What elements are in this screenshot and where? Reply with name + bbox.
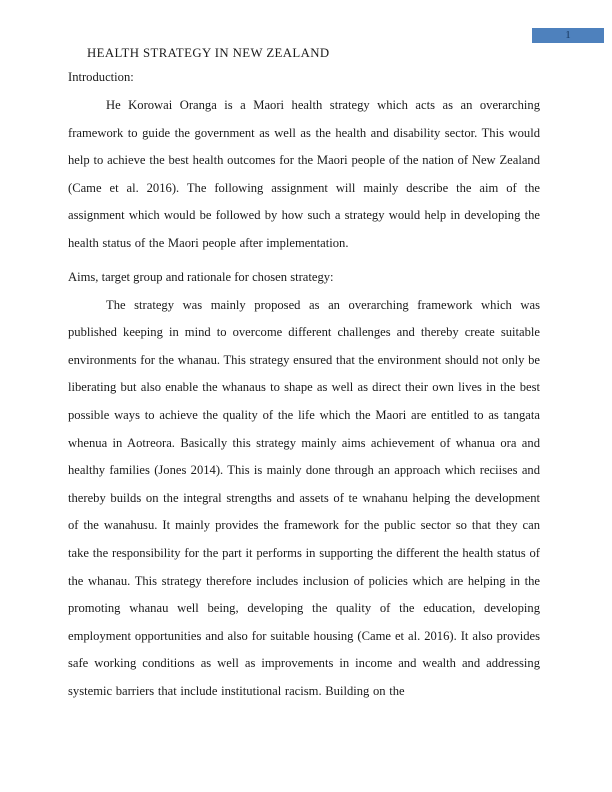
section-introduction <box>68 70 540 258</box>
aims-paragraph: The strategy was mainly proposed as an overarching framework which was published keeping in mind to overcome different challenges and thereby create suitable environments for the whanau. This strategy ensured that the environment should not only be liberating but also enable the whanaus to shape as well as direct their own lives in the best possible ways to achieve the quality of the life which the Maori are entitled to as tangata whenua in Aotreora. Basically this strategy mainly aims achievement of whanua ora and healthy families (Jones 2014). This is mainly done through an approach which reciises and thereby builds on the integral strengths and assets of te wnahanu helping the development of the wanahusu. It mainly provides the framework for the public sector so that they can take the responsibility for the part it performs in supporting the different the health status of the whanau. This strategy therefore includes inclusion of policies which are helping in the promoting whanau well being, developing the quality of the education, developing employment opportunities and also for suitable housing (Came et al. 2016). It also provides safe working conditions as well as improvements in income and wealth and addressing systemic barriers that include institutional racism. Building on the <box>68 297 540 698</box>
section-aims <box>68 270 540 706</box>
introduction-heading: Introduction: <box>68 70 134 84</box>
introduction-paragraph: He Korowai Oranga is a Maori health strategy which acts as an overarching framework to guide the government as well as the health and disability sector. This would help to achieve the best health outcomes for the Maori people of the nation of New Zealand (Came et al. 2016). The following assignment will mainly describe the aim of the assignment which would be followed by how such a strategy would help in developing the health status of the Maori people after implementation. <box>68 98 540 250</box>
page-title: HEALTH STRATEGY IN NEW ZEALAND <box>87 46 330 60</box>
page-number: 1 <box>565 29 571 41</box>
aims-heading: Aims, target group and rationale for chosen strategy: <box>68 269 334 284</box>
page-number-badge <box>532 28 604 43</box>
